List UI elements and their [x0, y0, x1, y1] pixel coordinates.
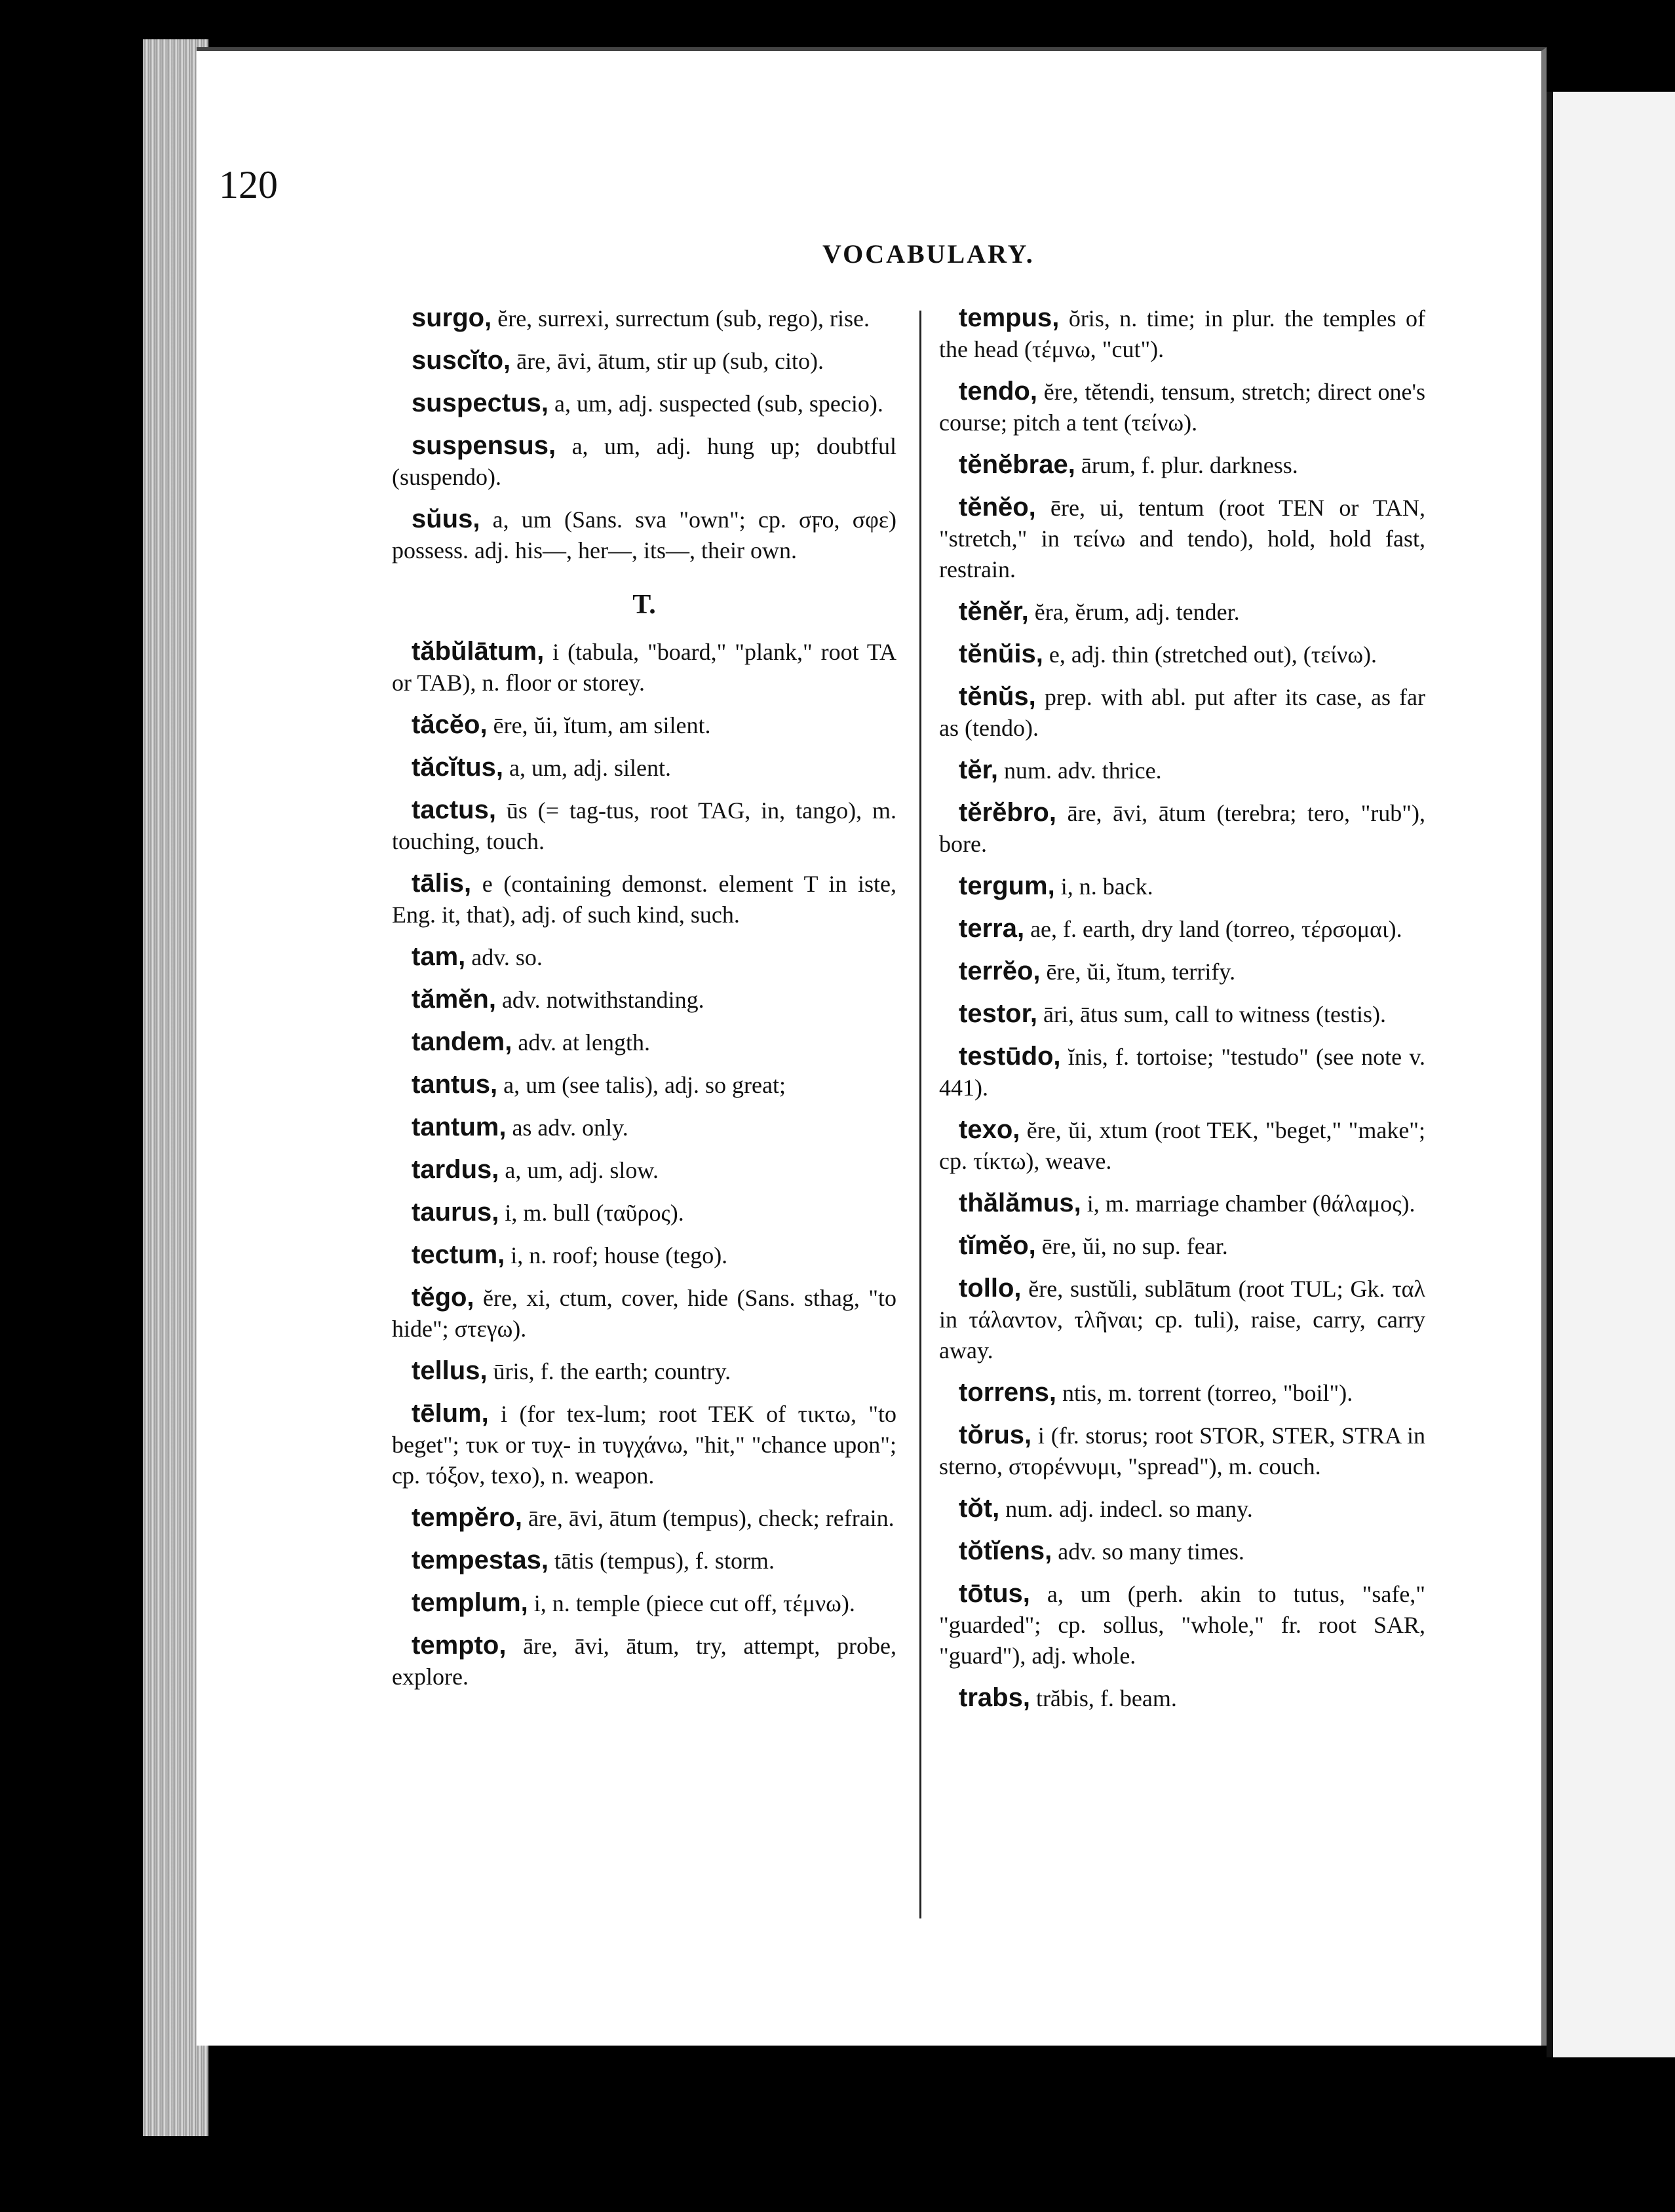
- entry-definition: i, n. back.: [1054, 873, 1153, 900]
- entry-definition: num. adv. thrice.: [998, 757, 1162, 784]
- entry-headword: tŏt,: [959, 1494, 1000, 1523]
- entry-headword: tăcĭtus,: [412, 753, 504, 782]
- right-column: [939, 303, 1425, 1725]
- column-divider: [919, 311, 921, 1918]
- entry-definition: i (fr. storus; root STOR, STER, STRA in sterno, στορέννυμι, "spread"), m. couch.: [939, 1422, 1425, 1479]
- vocabulary-entry: [392, 303, 896, 334]
- entry-definition: ēre, ŭi, ĭtum, terrify.: [1040, 959, 1236, 985]
- entry-headword: tempĕro,: [412, 1503, 522, 1532]
- entry-definition: a, um, adj. hung up; doubtful (suspendo).: [392, 433, 896, 490]
- vocabulary-entry: [939, 755, 1425, 786]
- entry-definition: ntis, m. torrent (torreo, "boil").: [1056, 1380, 1353, 1406]
- entry-headword: thălămus,: [959, 1189, 1081, 1217]
- vocabulary-entry: [392, 984, 896, 1016]
- vocabulary-entry: [939, 492, 1425, 585]
- facing-page-strip: [1547, 92, 1675, 2057]
- entry-definition: ŏris, n. time; in plur. the temples of the head (τέμνω, "cut").: [939, 305, 1425, 362]
- vocabulary-entry: [939, 1578, 1425, 1671]
- entry-definition: trăbis, f. beam.: [1030, 1685, 1177, 1711]
- entry-definition: ĕre, surrexi, surrectum (sub, rego), rise.: [491, 305, 870, 332]
- entry-headword: surgo,: [412, 303, 492, 332]
- entry-headword: testūdo,: [959, 1042, 1061, 1071]
- entry-headword: tămĕn,: [412, 985, 496, 1014]
- entry-definition: a, um, adj. slow.: [499, 1157, 659, 1183]
- entry-headword: suspectus,: [412, 389, 549, 417]
- vocabulary-entry: [939, 1115, 1425, 1177]
- vocabulary-entry: [392, 1356, 896, 1387]
- vocabulary-entry: [939, 999, 1425, 1030]
- page-number: 120: [219, 163, 278, 206]
- entry-definition: a, um (see talis), adj. so great;: [497, 1072, 786, 1098]
- running-head: VOCABULARY.: [822, 239, 1035, 269]
- vocabulary-entry: [392, 1112, 896, 1143]
- entry-headword: tergum,: [959, 871, 1055, 900]
- vocabulary-entry: [939, 1536, 1425, 1567]
- entry-definition: ĕre, sustŭli, sublātum (root TUL; Gk. ταλ in τάλαντον, τλῆναι; cp. tuli), raise, carry, carry away.: [939, 1276, 1425, 1363]
- entry-headword: sŭus,: [412, 505, 480, 533]
- vocabulary-entry: [939, 376, 1425, 438]
- entry-definition: āre, āvi, ātum, try, attempt, probe, explore.: [392, 1633, 896, 1690]
- entry-definition: adv. notwithstanding.: [495, 987, 704, 1013]
- vocabulary-entry: [939, 1041, 1425, 1103]
- entry-definition: ĭnis, f. tortoise; "testudo" (see note v. 441).: [939, 1044, 1425, 1101]
- entry-headword: tectum,: [412, 1240, 505, 1269]
- entry-headword: tĕnĕbrae,: [959, 450, 1075, 479]
- entry-headword: tēlum,: [412, 1399, 489, 1428]
- entry-definition: i, m. bull (ταῦρος).: [499, 1200, 684, 1226]
- entry-definition: āre, āvi, ātum (tempus), check; refrain.: [522, 1505, 895, 1531]
- entry-definition: i, n. roof; house (tego).: [505, 1242, 728, 1268]
- vocabulary-entry: [392, 1398, 896, 1491]
- entry-headword: trabs,: [959, 1683, 1030, 1712]
- entry-definition: ūs (= tag-tus, root TAG, in, tango), m. touching, touch.: [392, 797, 896, 854]
- entry-definition: adv. so.: [465, 944, 543, 970]
- entry-headword: testor,: [959, 999, 1038, 1028]
- entry-definition: prep. with abl. put after its case, as far as (tendo).: [939, 684, 1425, 741]
- entry-definition: a, um, adj. suspected (sub, specio).: [548, 391, 883, 417]
- entry-headword: suscĭto,: [412, 346, 511, 375]
- entry-headword: tĕrĕbro,: [959, 798, 1056, 827]
- entry-headword: tantus,: [412, 1070, 498, 1099]
- vocabulary-entry: [939, 1188, 1425, 1219]
- entry-headword: tendo,: [959, 377, 1037, 406]
- entry-definition: a, um, adj. silent.: [503, 755, 672, 781]
- entry-headword: tardus,: [412, 1155, 499, 1184]
- entry-definition: tātis (tempus), f. storm.: [548, 1548, 775, 1574]
- entry-headword: tŏtĭens,: [959, 1536, 1052, 1565]
- entry-headword: taurus,: [412, 1198, 499, 1227]
- entry-headword: tĕgo,: [412, 1283, 474, 1312]
- vocabulary-entry: [392, 795, 896, 857]
- entry-headword: tĕnĕr,: [959, 597, 1029, 626]
- vocabulary-entry: [939, 871, 1425, 902]
- vocabulary-entry: [392, 1154, 896, 1186]
- entry-headword: tantum,: [412, 1113, 507, 1141]
- entry-definition: ae, f. earth, dry land (torreo, τέρσομαι).: [1024, 916, 1402, 942]
- entry-headword: tempestas,: [412, 1546, 549, 1574]
- vocabulary-entry: [392, 430, 896, 493]
- vocabulary-entry: [392, 1282, 896, 1344]
- entry-definition: ĕre, tĕtendi, tensum, stretch; direct one's course; pitch a tent (τείνω).: [939, 379, 1425, 436]
- entry-headword: torrens,: [959, 1378, 1056, 1407]
- vocabulary-entry: [392, 1069, 896, 1101]
- entry-headword: tollo,: [959, 1274, 1022, 1303]
- section-letter: T.: [632, 590, 656, 620]
- vocabulary-entry: [939, 449, 1425, 481]
- entry-headword: suspensus,: [412, 431, 556, 460]
- entry-headword: tālis,: [412, 869, 472, 898]
- entry-headword: terra,: [959, 914, 1025, 943]
- vocabulary-entry: [392, 1502, 896, 1534]
- entry-definition: i (tabula, "board," "plank," root TA or TAB), n. floor or storey.: [392, 639, 896, 696]
- entry-definition: āre, āvi, ātum, stir up (sub, cito).: [510, 348, 824, 374]
- entry-headword: terrĕo,: [959, 957, 1041, 985]
- left-entries-before: [392, 303, 896, 566]
- vocabulary-entry: [392, 1545, 896, 1576]
- vocabulary-entry: [939, 797, 1425, 860]
- vocabulary-entry: [939, 1230, 1425, 1262]
- vocabulary-entry: [939, 956, 1425, 987]
- entry-definition: a, um (perh. akin to tutus, "safe," "guarded"; cp. sollus, "whole," fr. root SAR, "guard"), adj. whole.: [939, 1581, 1425, 1669]
- entry-definition: ĕre, ŭi, xtum (root TEK, "beget," "make"; cp. τίκτω), weave.: [939, 1117, 1425, 1174]
- entry-definition: ārum, f. plur. darkness.: [1075, 452, 1298, 478]
- vocabulary-entry: [392, 345, 896, 377]
- entry-headword: tĕnŭis,: [959, 639, 1043, 668]
- vocabulary-entry: [939, 303, 1425, 365]
- entry-definition: ūris, f. the earth; country.: [487, 1358, 731, 1384]
- entry-headword: tactus,: [412, 795, 496, 824]
- vocabulary-entry: [392, 868, 896, 930]
- entry-headword: tăbŭlātum,: [412, 637, 545, 666]
- entry-headword: texo,: [959, 1115, 1020, 1144]
- entry-definition: adv. so many times.: [1052, 1538, 1244, 1565]
- vocabulary-entry: [392, 752, 896, 784]
- entry-definition: āri, ātus sum, call to witness (testis).: [1037, 1001, 1386, 1027]
- right-entries: [939, 303, 1425, 1714]
- left-column: [392, 303, 896, 1704]
- entry-headword: tĕnĕo,: [959, 493, 1036, 522]
- vocabulary-entry: [392, 1027, 896, 1058]
- vocabulary-entry: [939, 1493, 1425, 1525]
- entry-definition: adv. at length.: [512, 1029, 650, 1056]
- vocabulary-entry: [939, 1377, 1425, 1409]
- entry-headword: tellus,: [412, 1356, 488, 1385]
- vocabulary-entry: [392, 710, 896, 741]
- vocabulary-entry: [939, 681, 1425, 744]
- vocabulary-entry: [392, 636, 896, 698]
- vocabulary-entry: [392, 942, 896, 973]
- entry-headword: tōtus,: [959, 1579, 1030, 1608]
- entry-definition: ēre, ŭi, no sup. fear.: [1035, 1233, 1228, 1259]
- entry-headword: templum,: [412, 1588, 528, 1617]
- vocabulary-entry: [392, 1197, 896, 1229]
- vocabulary-entry: [939, 1273, 1425, 1366]
- entry-definition: a, um (Sans. sva "own"; cp. σϝo, σφε) possess. adj. his—, her—, its—, their own.: [392, 506, 896, 563]
- entry-definition: i (for tex-lum; root TEK of τικτω, "to beget"; τυκ or τυχ- in τυγχάνω, "hit," "chance upon"; cp. τόξον, texo), n. weapon.: [392, 1401, 896, 1489]
- entry-headword: tam,: [412, 942, 466, 971]
- entry-headword: tĭmĕo,: [959, 1231, 1036, 1260]
- entry-definition: i, n. temple (piece cut off, τέμνω).: [528, 1590, 855, 1616]
- vocabulary-entry: [939, 639, 1425, 670]
- entry-headword: tempus,: [959, 303, 1060, 332]
- entry-definition: āre, āvi, ātum (terebra; tero, "rub"), bore.: [939, 800, 1425, 857]
- entry-headword: tĕnŭs,: [959, 682, 1036, 711]
- vocabulary-entry: [392, 388, 896, 419]
- entry-headword: tempto,: [412, 1631, 507, 1660]
- entry-headword: tandem,: [412, 1027, 512, 1056]
- left-entries-after: [392, 636, 896, 1692]
- entry-definition: ēre, ui, tentum (root TEN or TAN, "stretch," in τείνω and tendo), hold, hold fast, restrain.: [939, 495, 1425, 582]
- vocabulary-entry: [392, 1588, 896, 1619]
- vocabulary-entry: [939, 1420, 1425, 1482]
- entry-definition: num. adj. indecl. so many.: [999, 1496, 1253, 1522]
- vocabulary-entry: [392, 1240, 896, 1271]
- entry-definition: as adv. only.: [506, 1115, 628, 1141]
- vocabulary-entry: [939, 1683, 1425, 1714]
- entry-headword: tăcĕo,: [412, 710, 488, 739]
- vocabulary-entry: [392, 504, 896, 566]
- vocabulary-entry: [939, 596, 1425, 628]
- entry-definition: e (containing demonst. element T in iste, Eng. it, that), adj. of such kind, such.: [392, 871, 896, 928]
- entry-definition: e, adj. thin (stretched out), (τείνω).: [1043, 641, 1377, 668]
- entry-headword: tĕr,: [959, 755, 999, 784]
- vocabulary-entry: [392, 1630, 896, 1692]
- entry-definition: ĕre, xi, ctum, cover, hide (Sans. sthag, "to hide"; στεγω).: [392, 1285, 896, 1342]
- entry-headword: tŏrus,: [959, 1421, 1032, 1449]
- vocabulary-entry: [939, 913, 1425, 945]
- entry-definition: ĕra, ĕrum, adj. tender.: [1028, 599, 1240, 625]
- entry-definition: i, m. marriage chamber (θάλαμος).: [1081, 1191, 1415, 1217]
- entry-definition: ēre, ŭi, ĭtum, am silent.: [487, 712, 711, 738]
